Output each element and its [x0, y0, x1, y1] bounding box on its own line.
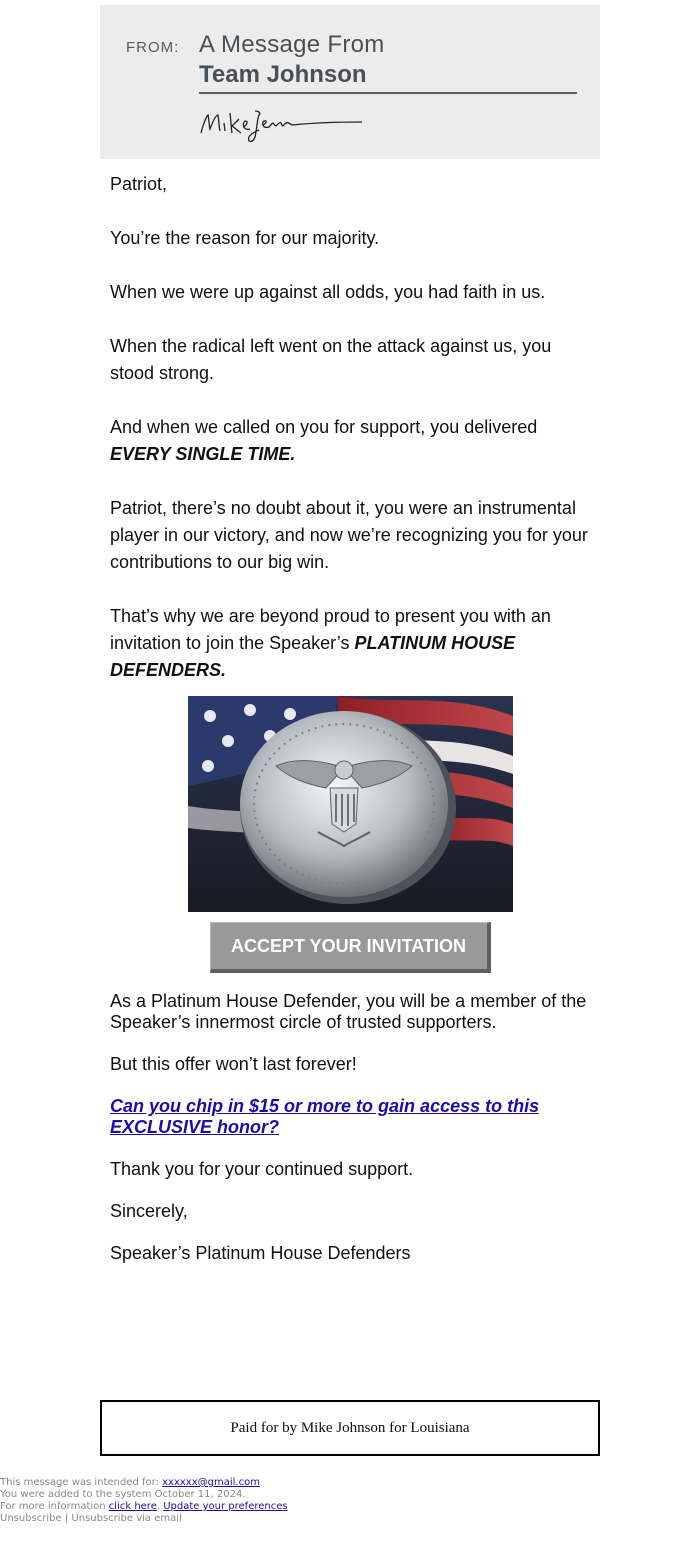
emphasis-platinum-house-defenders: PLATINUM HOUSE DEFENDERS. [110, 633, 516, 680]
donate-link[interactable]: Can you chip in $15 or more to gain access to this EXCLUSIVE honor? [110, 1096, 540, 1137]
paragraph-majority: You’re the reason for our majority. [110, 228, 380, 248]
accept-invitation-button[interactable]: ACCEPT YOUR INVITATION [210, 922, 491, 973]
paragraph-offer: But this offer won’t last forever! [110, 1054, 357, 1074]
emphasis-every-single-time: EVERY SINGLE TIME. [110, 444, 296, 464]
header-divider [199, 92, 577, 94]
closing: Sincerely, [110, 1201, 188, 1221]
footer-intended-line [0, 1477, 288, 1489]
paragraph-member: As a Platinum House Defender, you will be a member of the Speaker’s innermost circle of trusted supporters. [110, 991, 587, 1032]
paragraph-invitation [110, 603, 590, 684]
footer-update-preferences-link[interactable]: Update your preferences [163, 1501, 288, 1512]
greeting: Patriot, [110, 174, 168, 194]
footer-intended-prefix: This message was intended for: [0, 1477, 159, 1488]
footer-more-info-line: For more information click here. Update your preferences [0, 1501, 288, 1512]
paragraph-recognizing: Patriot, there’s no doubt about it, you were an instrumental player in our victory, and now we’re recognizing you for your contributions to our big win. [110, 498, 588, 572]
header-title-line-1: A Message From [199, 31, 385, 58]
email-container [100, 5, 600, 1285]
footer-email-link[interactable]: xxxxxx@gmail.com [162, 1477, 260, 1488]
footer-more-info-prefix: For more information [0, 1501, 106, 1512]
footer-click-here-link[interactable]: click here [108, 1501, 157, 1512]
paragraph-invitation-text: That’s why we are beyond proud to present you with an invitation to join the Speaker’s [110, 606, 551, 653]
footer-added-line: You were added to the system October 11, 2024. [0, 1489, 246, 1500]
email-body [100, 171, 600, 1264]
paid-for-text: Paid for by Mike Johnson for Louisiana [230, 1419, 470, 1436]
paragraph-faith: When we were up against all odds, you had faith in us. [110, 282, 546, 302]
email-header [100, 5, 600, 159]
platinum-coin-image[interactable] [188, 696, 513, 912]
paid-for-disclaimer [100, 1400, 600, 1456]
cta-wrapper [110, 922, 590, 974]
signature-image [197, 103, 367, 145]
footer-unsubscribe-link[interactable]: Unsubscribe [0, 1513, 62, 1524]
donate-paragraph [110, 1096, 590, 1138]
paragraph-stood-strong: When the radical left went on the attack against us, you stood strong. [110, 336, 552, 383]
paragraph-thanks: Thank you for your continued support. [110, 1159, 414, 1179]
email-footer [0, 1477, 288, 1525]
paragraph-delivered [110, 414, 590, 468]
paragraph-delivered-text: And when we called on you for support, you delivered [110, 417, 538, 437]
footer-unsubscribe-email-link[interactable]: Unsubscribe via email [71, 1513, 182, 1524]
signoff: Speaker’s Platinum House Defenders [110, 1243, 411, 1263]
footer-unsubscribe-line [0, 1513, 288, 1525]
from-label: FROM: [126, 39, 180, 56]
footer-separator: | [64, 1513, 69, 1524]
header-title-line-2: Team Johnson [199, 61, 367, 88]
